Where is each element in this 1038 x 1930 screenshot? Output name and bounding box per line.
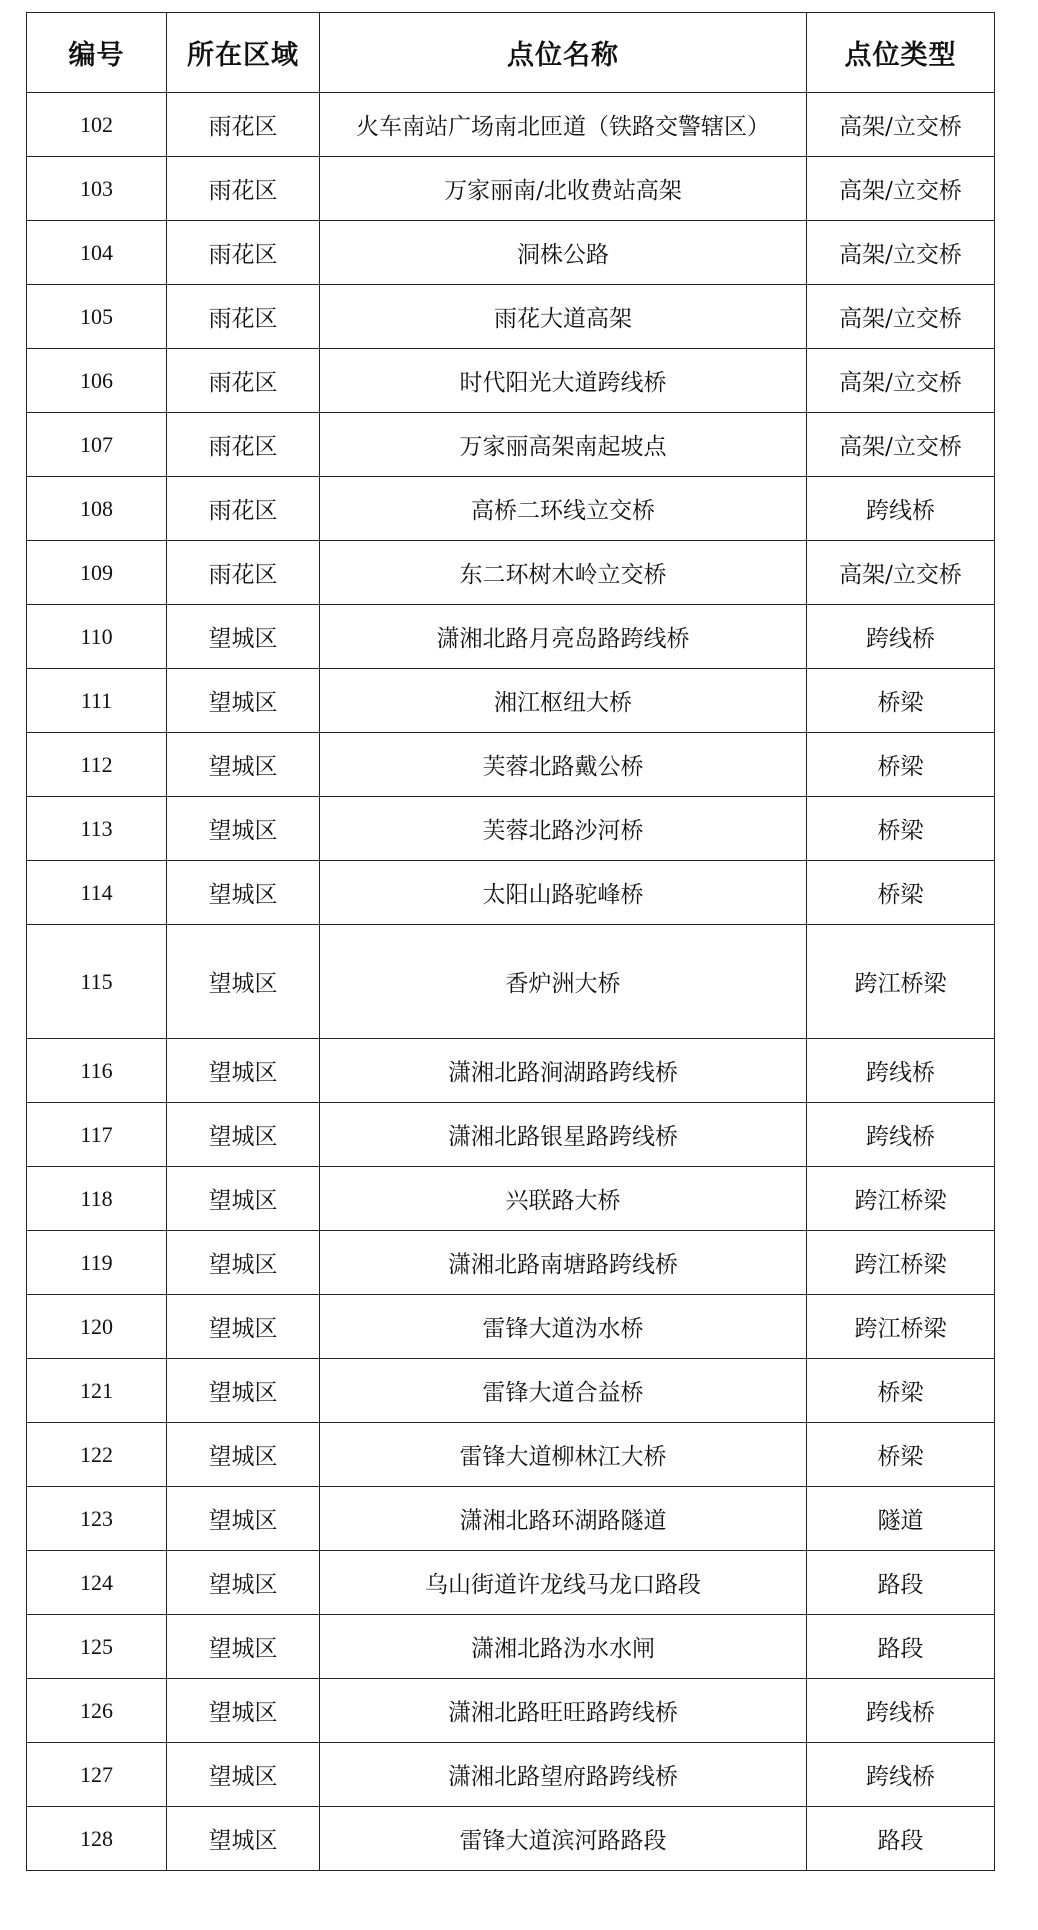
cell-id: 117	[27, 1103, 167, 1167]
cell-name: 芙蓉北路沙河桥	[320, 797, 807, 861]
cell-id: 107	[27, 413, 167, 477]
cell-district: 望城区	[167, 605, 320, 669]
cell-name: 洞株公路	[320, 221, 807, 285]
header-district: 所在区域	[167, 13, 320, 93]
cell-type: 桥梁	[807, 861, 995, 925]
cell-district: 雨花区	[167, 477, 320, 541]
cell-id: 123	[27, 1487, 167, 1551]
cell-type: 路段	[807, 1807, 995, 1871]
cell-type: 高架/立交桥	[807, 221, 995, 285]
cell-id: 110	[27, 605, 167, 669]
cell-name: 火车南站广场南北匝道（铁路交警辖区）	[320, 93, 807, 157]
cell-type: 跨线桥	[807, 605, 995, 669]
cell-district: 望城区	[167, 1487, 320, 1551]
cell-district: 望城区	[167, 1423, 320, 1487]
cell-name: 潇湘北路南塘路跨线桥	[320, 1231, 807, 1295]
cell-district: 望城区	[167, 1295, 320, 1359]
cell-type: 跨江桥梁	[807, 1167, 995, 1231]
table-row	[27, 1743, 995, 1807]
header-type: 点位类型	[807, 13, 995, 93]
cell-name: 潇湘北路月亮岛路跨线桥	[320, 605, 807, 669]
header-name: 点位名称	[320, 13, 807, 93]
cell-district: 望城区	[167, 1231, 320, 1295]
table-row	[27, 1231, 995, 1295]
table-header	[27, 13, 995, 93]
cell-district: 望城区	[167, 797, 320, 861]
cell-name: 潇湘北路银星路跨线桥	[320, 1103, 807, 1167]
cell-type: 高架/立交桥	[807, 349, 995, 413]
table-row	[27, 733, 995, 797]
cell-district: 望城区	[167, 861, 320, 925]
cell-type: 高架/立交桥	[807, 93, 995, 157]
cell-name: 高桥二环线立交桥	[320, 477, 807, 541]
table-row	[27, 1295, 995, 1359]
cell-name: 潇湘北路环湖路隧道	[320, 1487, 807, 1551]
cell-district: 雨花区	[167, 349, 320, 413]
cell-id: 121	[27, 1359, 167, 1423]
cell-type: 桥梁	[807, 1423, 995, 1487]
cell-district: 雨花区	[167, 93, 320, 157]
cell-type: 跨江桥梁	[807, 925, 995, 1039]
header-id: 编号	[27, 13, 167, 93]
cell-type: 跨线桥	[807, 1103, 995, 1167]
cell-id: 128	[27, 1807, 167, 1871]
cell-type: 高架/立交桥	[807, 541, 995, 605]
cell-type: 桥梁	[807, 733, 995, 797]
cell-district: 望城区	[167, 733, 320, 797]
table-row	[27, 285, 995, 349]
table-row	[27, 1103, 995, 1167]
cell-name: 雷锋大道柳林江大桥	[320, 1423, 807, 1487]
cell-type: 跨江桥梁	[807, 1295, 995, 1359]
table-row	[27, 1167, 995, 1231]
cell-name: 乌山街道许龙线马龙口路段	[320, 1551, 807, 1615]
cell-type: 跨线桥	[807, 477, 995, 541]
cell-name: 潇湘北路旺旺路跨线桥	[320, 1679, 807, 1743]
cell-name: 太阳山路驼峰桥	[320, 861, 807, 925]
cell-id: 124	[27, 1551, 167, 1615]
cell-id: 103	[27, 157, 167, 221]
table-row	[27, 413, 995, 477]
cell-id: 120	[27, 1295, 167, 1359]
cell-type: 高架/立交桥	[807, 157, 995, 221]
table-row	[27, 477, 995, 541]
table-row	[27, 1615, 995, 1679]
cell-id: 104	[27, 221, 167, 285]
cell-name: 湘江枢纽大桥	[320, 669, 807, 733]
cell-name: 香炉洲大桥	[320, 925, 807, 1039]
cell-type: 跨江桥梁	[807, 1231, 995, 1295]
cell-name: 兴联路大桥	[320, 1167, 807, 1231]
cell-type: 隧道	[807, 1487, 995, 1551]
cell-district: 望城区	[167, 1039, 320, 1103]
cell-district: 雨花区	[167, 157, 320, 221]
cell-name: 雨花大道高架	[320, 285, 807, 349]
cell-type: 跨线桥	[807, 1743, 995, 1807]
table-row	[27, 1679, 995, 1743]
cell-type: 桥梁	[807, 669, 995, 733]
cell-type: 路段	[807, 1615, 995, 1679]
table-row	[27, 157, 995, 221]
cell-id: 102	[27, 93, 167, 157]
table-row	[27, 1551, 995, 1615]
cell-name: 雷锋大道沩水桥	[320, 1295, 807, 1359]
cell-id: 112	[27, 733, 167, 797]
header-row	[27, 13, 995, 93]
cell-district: 望城区	[167, 1103, 320, 1167]
cell-district: 望城区	[167, 669, 320, 733]
table-row	[27, 605, 995, 669]
cell-name: 万家丽南/北收费站高架	[320, 157, 807, 221]
cell-type: 跨线桥	[807, 1679, 995, 1743]
table-row	[27, 93, 995, 157]
cell-district: 雨花区	[167, 221, 320, 285]
table-row	[27, 1359, 995, 1423]
cell-district: 雨花区	[167, 541, 320, 605]
cell-district: 雨花区	[167, 285, 320, 349]
cell-id: 111	[27, 669, 167, 733]
table-body	[27, 93, 995, 1871]
cell-type: 跨线桥	[807, 1039, 995, 1103]
cell-id: 108	[27, 477, 167, 541]
cell-name: 潇湘北路望府路跨线桥	[320, 1743, 807, 1807]
table-row	[27, 1423, 995, 1487]
cell-id: 106	[27, 349, 167, 413]
cell-district: 望城区	[167, 1807, 320, 1871]
points-table	[26, 12, 995, 1871]
cell-district: 雨花区	[167, 413, 320, 477]
cell-district: 望城区	[167, 1167, 320, 1231]
cell-id: 109	[27, 541, 167, 605]
cell-district: 望城区	[167, 1359, 320, 1423]
table-row	[27, 1807, 995, 1871]
cell-id: 122	[27, 1423, 167, 1487]
cell-name: 雷锋大道滨河路路段	[320, 1807, 807, 1871]
cell-type: 桥梁	[807, 1359, 995, 1423]
table-row	[27, 1039, 995, 1103]
cell-id: 105	[27, 285, 167, 349]
table-row	[27, 1487, 995, 1551]
cell-type: 路段	[807, 1551, 995, 1615]
cell-district: 望城区	[167, 1551, 320, 1615]
cell-type: 高架/立交桥	[807, 413, 995, 477]
cell-district: 望城区	[167, 925, 320, 1039]
table-row	[27, 221, 995, 285]
cell-district: 望城区	[167, 1743, 320, 1807]
cell-name: 潇湘北路涧湖路跨线桥	[320, 1039, 807, 1103]
cell-district: 望城区	[167, 1679, 320, 1743]
cell-id: 115	[27, 925, 167, 1039]
cell-id: 116	[27, 1039, 167, 1103]
cell-id: 114	[27, 861, 167, 925]
cell-id: 119	[27, 1231, 167, 1295]
cell-name: 时代阳光大道跨线桥	[320, 349, 807, 413]
cell-name: 东二环树木岭立交桥	[320, 541, 807, 605]
table-row	[27, 925, 995, 1039]
cell-id: 118	[27, 1167, 167, 1231]
cell-id: 126	[27, 1679, 167, 1743]
cell-name: 万家丽高架南起坡点	[320, 413, 807, 477]
table-row	[27, 669, 995, 733]
cell-id: 125	[27, 1615, 167, 1679]
table-row	[27, 861, 995, 925]
cell-name: 雷锋大道合益桥	[320, 1359, 807, 1423]
cell-name: 潇湘北路沩水水闸	[320, 1615, 807, 1679]
cell-name: 芙蓉北路戴公桥	[320, 733, 807, 797]
cell-type: 高架/立交桥	[807, 285, 995, 349]
table-row	[27, 797, 995, 861]
cell-type: 桥梁	[807, 797, 995, 861]
table-row	[27, 349, 995, 413]
cell-id: 113	[27, 797, 167, 861]
cell-district: 望城区	[167, 1615, 320, 1679]
table-row	[27, 541, 995, 605]
cell-id: 127	[27, 1743, 167, 1807]
